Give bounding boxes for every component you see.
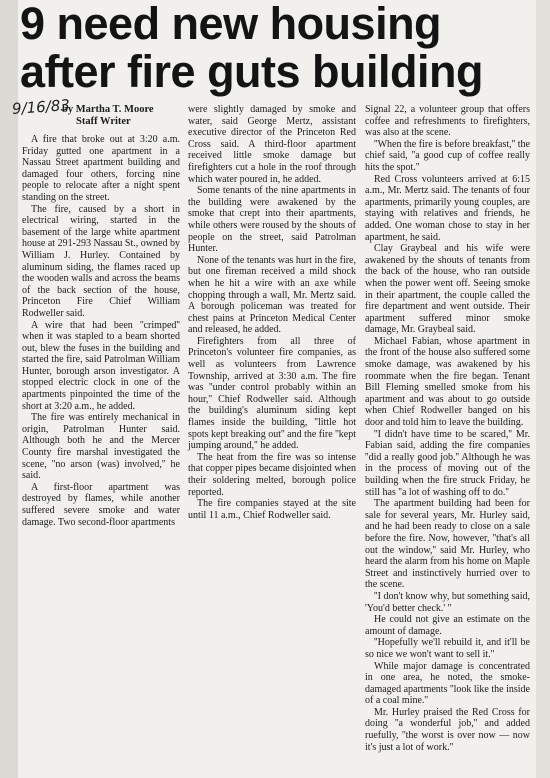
article-column-3 <box>365 104 530 753</box>
paragraph: None of the tenants was hurt in the fire, but one fireman received a mild shock when he hit a wire with an axe while chopping through a wall, Mr. Mertz said. A borough policeman was treated for chest pains at Princeton Medical Center and released, he added. <box>188 254 356 336</box>
paragraph: Signal 22, a volunteer group that offers coffee and refreshments to firefighters, was also at the scene. <box>365 104 530 139</box>
paragraph: Michael Fabian, whose apartment in the front of the house also suffered some smoke damage, was awakened by his roommate when the fire began. Tenant Bill Fleming smelled smoke from his apartment and was about to go outside when Chief Rodweller banged on his door and told him to leave the building. <box>365 335 530 429</box>
paragraph: Firefighters from all three of Princeton's volunteer fire companies, as well as volunteers from Lawrence Township, arrived at 3:30 a.m. The fire was ''under control probably within an hour,'' Chief Rodweller said. Although the building's aluminum siding kept flames inside the building, ''little hot spots kept breaking out'' and the fire ''kept jumping around,'' he added. <box>188 335 356 452</box>
byline <box>62 104 154 128</box>
paragraph: A first-floor apartment was destroyed by flames, while another suffered severe smoke and water damage. Two second-floor apartments <box>22 481 180 528</box>
article-headline <box>20 0 540 96</box>
paragraph: ''I don't know why, but something said, 'You'd better check.' '' <box>365 590 530 614</box>
paragraph: He could not give an estimate on the amount of damage. <box>365 614 530 637</box>
byline-role: Staff Writer <box>76 116 131 127</box>
paragraph: The fire companies stayed at the site until 11 a.m., Chief Rodweller said. <box>188 498 356 521</box>
paragraph: Clay Graybeal and his wife were awakened by the shouts of tenants from the back of the house, who ran outside when the power went off. Seeing smoke in their apartment, the couple called the fire department and went outside. Their apartment suffered minor smoke damage, Mr. Graybeal said. <box>365 243 530 336</box>
byline-author: by Martha T. Moore <box>62 104 154 115</box>
paragraph: Some tenants of the nine apartments in the building were awakened by the smoke that crept into their apartments, while others were roused by the shouts of people on the street, said Patrolman Hunter. <box>188 185 356 255</box>
paragraph: The fire, caused by a short in electrical wiring, started in the basement of the large white apartment house at 291-293 Nassau St., owned by William J. Hurley. Contained by aluminum siding, the flames raced up the wooden walls and across the beams of the back section of the house, Princeton Fire Chief William Rodweller said. <box>22 203 180 319</box>
paragraph: A fire that broke out at 3:20 a.m. Friday gutted one apartment in a Nassau Street apartment building and damaged four others, forcing nine people to relocate after a night spent standing on the street. <box>22 134 180 203</box>
paragraph: The heat from the fire was so intense that copper pipes became disjointed when their soldering melted, borough police reported. <box>188 451 356 498</box>
article-column-1 <box>22 134 180 528</box>
paragraph: A wire that had been ''crimped'' when it was stapled to a beam shorted out, blew the fuses in the building and started the fire, said Patrolman William Hunter, borough arson investigator. A stopped electric clock in one of the apartments pinpointed the time of the short at 3:20 a.m., he added. <box>22 319 180 412</box>
headline-line-2: after fire guts building <box>20 46 484 97</box>
paragraph: The apartment building had been for sale for several years, Mr. Hurley said, and he had been ready to close on a sale before the fire. Now, however, ''that's all out the window,'' said Mr. Hurley, who heard the alarm from his home on Maple Street and instinctively hurried over to the scene. <box>365 498 530 591</box>
paragraph: ''Hopefully we'll rebuild it, and it'll be so nice we won't want to sell it.'' <box>365 637 530 660</box>
paragraph: While major damage is concentrated in one area, he noted, the smoke-damaged apartments ''look like the inside of a coal mine.'' <box>365 660 530 707</box>
scan-margin-right <box>536 0 550 778</box>
paragraph: ''I didn't have time to be scared,'' Mr. Fabian said, adding the fire companies ''did a really good job.'' Although he was in the process of moving out of the building when the fire struck Friday, he still has ''a lot of washing off to do.'' <box>365 428 530 498</box>
article-column-2 <box>188 104 356 521</box>
paragraph: The fire was entirely mechanical in origin, Patrolman Hunter said. Although both he and the Mercer County fire marshal investigated the scene, ''no arson (was) involved,'' he said. <box>22 412 180 482</box>
paragraph: were slightly damaged by smoke and water, said George Mertz, assistant executive director of the Princeton Red Cross said. A third-floor apartment received little smoke damage but firefighters cut a hole in the roof through which water poured in, he added. <box>188 104 356 185</box>
paragraph: Red Cross volunteers arrived at 6:15 a.m., Mr. Mertz said. The tenants of four apartments, primarily young couples, are staying with relatives and friends, he added. One woman chose to stay in her apartment, he said. <box>365 173 530 243</box>
handwritten-date: 9/16/83 <box>11 96 71 118</box>
headline-line-1: 9 need new housing <box>20 0 442 49</box>
paragraph: ''When the fire is before breakfast,'' the chief said, ''a good cup of coffee really hits the spot.'' <box>365 138 530 173</box>
paragraph: Mr. Hurley praised the Red Cross for doing ''a wonderful job,'' and added ruefully, ''the worst is over now — now it's just a lot of work.'' <box>365 706 530 753</box>
